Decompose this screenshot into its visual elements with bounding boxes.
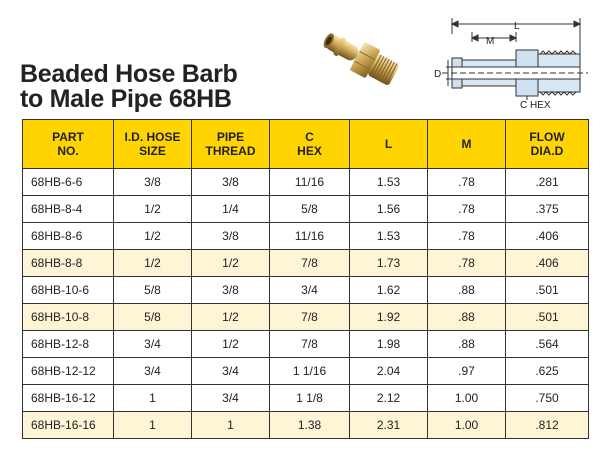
cell-l: 1.98 bbox=[350, 331, 428, 358]
cell-hose-size: 3/4 bbox=[114, 358, 192, 385]
cell-pipe-thread: 1/2 bbox=[192, 250, 270, 277]
cell-c-hex: 1.38 bbox=[270, 412, 350, 439]
cell-flow-dia: .564 bbox=[506, 331, 589, 358]
cell-m: .97 bbox=[428, 358, 506, 385]
cell-m: .78 bbox=[428, 223, 506, 250]
cell-c-hex: 1 1/8 bbox=[270, 385, 350, 412]
cell-c-hex: 11/16 bbox=[270, 223, 350, 250]
spec-table bbox=[22, 119, 589, 439]
cell-part-no: 68HB-16-12 bbox=[23, 385, 114, 412]
table-row bbox=[23, 223, 589, 250]
table-row bbox=[23, 412, 589, 439]
table-row bbox=[23, 385, 589, 412]
cell-l: 1.53 bbox=[350, 169, 428, 196]
cell-part-no: 68HB-16-16 bbox=[23, 412, 114, 439]
dim-label-c-hex: C HEX bbox=[520, 100, 551, 110]
cell-hose-size: 3/4 bbox=[114, 331, 192, 358]
dim-label-d: D bbox=[434, 69, 442, 80]
cell-m: 1.00 bbox=[428, 412, 506, 439]
cell-c-hex: 7/8 bbox=[270, 250, 350, 277]
cell-m: .88 bbox=[428, 304, 506, 331]
table-row bbox=[23, 358, 589, 385]
cell-flow-dia: .375 bbox=[506, 196, 589, 223]
cell-part-no: 68HB-10-8 bbox=[23, 304, 114, 331]
table-row bbox=[23, 304, 589, 331]
cell-hose-size: 1/2 bbox=[114, 196, 192, 223]
cell-l: 1.53 bbox=[350, 223, 428, 250]
cell-c-hex: 11/16 bbox=[270, 169, 350, 196]
cell-hose-size: 5/8 bbox=[114, 277, 192, 304]
cell-flow-dia: .501 bbox=[506, 304, 589, 331]
cell-hose-size: 3/8 bbox=[114, 169, 192, 196]
header-flow-dia: FLOW DIA.D bbox=[506, 120, 589, 169]
cell-hose-size: 5/8 bbox=[114, 304, 192, 331]
cell-m: .78 bbox=[428, 196, 506, 223]
table-row bbox=[23, 196, 589, 223]
header-pipe-thread: PIPE THREAD bbox=[192, 120, 270, 169]
cell-c-hex: 5/8 bbox=[270, 196, 350, 223]
table-row bbox=[23, 331, 589, 358]
cell-c-hex: 7/8 bbox=[270, 331, 350, 358]
cell-m: .88 bbox=[428, 277, 506, 304]
table-row bbox=[23, 169, 589, 196]
cell-l: 1.62 bbox=[350, 277, 428, 304]
cell-m: 1.00 bbox=[428, 385, 506, 412]
table-row bbox=[23, 250, 589, 277]
cell-l: 2.31 bbox=[350, 412, 428, 439]
cell-pipe-thread: 3/8 bbox=[192, 169, 270, 196]
cell-part-no: 68HB-8-8 bbox=[23, 250, 114, 277]
cell-flow-dia: .281 bbox=[506, 169, 589, 196]
header-l: L bbox=[350, 120, 428, 169]
dim-label-m: M bbox=[486, 36, 495, 47]
cell-hose-size: 1 bbox=[114, 385, 192, 412]
cell-pipe-thread: 1/2 bbox=[192, 331, 270, 358]
cell-pipe-thread: 1/4 bbox=[192, 196, 270, 223]
cell-hose-size: 1 bbox=[114, 412, 192, 439]
cell-part-no: 68HB-6-6 bbox=[23, 169, 114, 196]
dim-label-l: L bbox=[514, 21, 520, 32]
cell-pipe-thread: 3/8 bbox=[192, 277, 270, 304]
header-m: M bbox=[428, 120, 506, 169]
header-part-no: PART NO. bbox=[23, 120, 114, 169]
cell-m: .78 bbox=[428, 250, 506, 277]
cell-flow-dia: .406 bbox=[506, 250, 589, 277]
header-row bbox=[23, 120, 589, 169]
product-title bbox=[20, 62, 238, 112]
title-line-2: to Male Pipe 68HB bbox=[20, 85, 232, 113]
cell-l: 1.56 bbox=[350, 196, 428, 223]
cell-part-no: 68HB-8-4 bbox=[23, 196, 114, 223]
cell-flow-dia: .750 bbox=[506, 385, 589, 412]
cell-pipe-thread: 3/4 bbox=[192, 385, 270, 412]
dimension-diagram bbox=[428, 16, 598, 110]
cell-flow-dia: .625 bbox=[506, 358, 589, 385]
cell-flow-dia: .406 bbox=[506, 223, 589, 250]
cell-c-hex: 7/8 bbox=[270, 304, 350, 331]
cell-l: 2.12 bbox=[350, 385, 428, 412]
cell-hose-size: 1/2 bbox=[114, 223, 192, 250]
cell-l: 1.73 bbox=[350, 250, 428, 277]
cell-part-no: 68HB-12-12 bbox=[23, 358, 114, 385]
fitting-photo bbox=[318, 26, 404, 92]
header-c-hex: C HEX bbox=[270, 120, 350, 169]
cell-c-hex: 3/4 bbox=[270, 277, 350, 304]
cell-part-no: 68HB-12-8 bbox=[23, 331, 114, 358]
cell-m: .78 bbox=[428, 169, 506, 196]
cell-pipe-thread: 1 bbox=[192, 412, 270, 439]
cell-flow-dia: .501 bbox=[506, 277, 589, 304]
cell-c-hex: 1 1/16 bbox=[270, 358, 350, 385]
cell-l: 2.04 bbox=[350, 358, 428, 385]
cell-part-no: 68HB-8-6 bbox=[23, 223, 114, 250]
cell-l: 1.92 bbox=[350, 304, 428, 331]
cell-flow-dia: .812 bbox=[506, 412, 589, 439]
cell-part-no: 68HB-10-6 bbox=[23, 277, 114, 304]
cell-pipe-thread: 3/4 bbox=[192, 358, 270, 385]
cell-m: .88 bbox=[428, 331, 506, 358]
title-line-1: Beaded Hose Barb bbox=[20, 60, 238, 88]
header-hose-size: I.D. HOSE SIZE bbox=[114, 120, 192, 169]
table-row bbox=[23, 277, 589, 304]
cell-pipe-thread: 1/2 bbox=[192, 304, 270, 331]
cell-pipe-thread: 3/8 bbox=[192, 223, 270, 250]
cell-hose-size: 1/2 bbox=[114, 250, 192, 277]
